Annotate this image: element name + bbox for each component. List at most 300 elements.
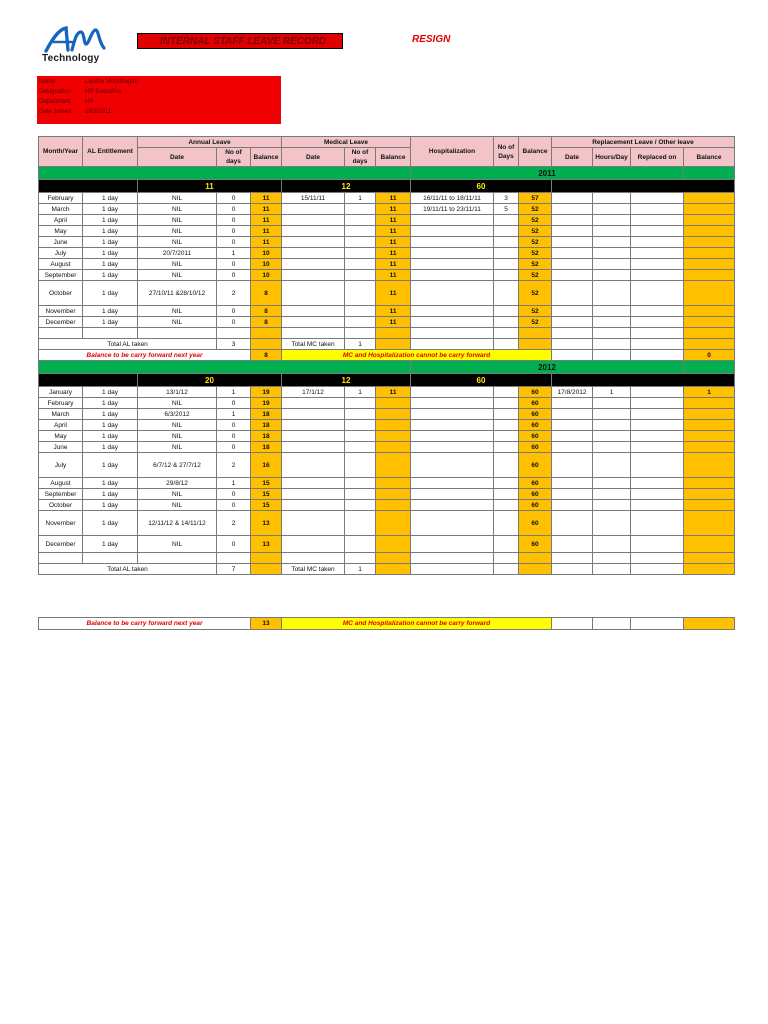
blank-cell <box>83 553 138 564</box>
al-days-cell: 0 <box>217 270 251 281</box>
table-row <box>39 478 735 489</box>
table-row <box>39 489 735 500</box>
hosp-cell <box>411 536 494 553</box>
hosp-days-cell <box>494 237 519 248</box>
mc-days-cell <box>345 259 376 270</box>
rep-hours-cell <box>593 204 631 215</box>
blank-cell <box>282 553 345 564</box>
col-rep-date: Date <box>552 148 593 167</box>
hosp-balance-cell: 52 <box>519 215 552 226</box>
rep-balance-cell <box>684 259 735 270</box>
info-label: Name <box>39 79 56 85</box>
table-row <box>39 193 735 204</box>
rep-date-cell <box>552 536 593 553</box>
mc-balance-cell <box>376 420 411 431</box>
rep-on-cell <box>631 536 684 553</box>
al-balance-cell: 8 <box>251 281 282 306</box>
mc-balance-cell: 11 <box>376 248 411 259</box>
final-carry-forward-table <box>38 617 735 630</box>
hosp-balance-cell: 52 <box>519 317 552 328</box>
blank-cell <box>494 553 519 564</box>
al-date-cell: NIL <box>138 317 217 328</box>
entitlement-cell: 1 day <box>83 387 138 398</box>
total-al-value: 3 <box>217 339 251 350</box>
al-days-cell: 0 <box>217 442 251 453</box>
year-cell-end <box>684 167 735 180</box>
mc-balance-cell <box>376 478 411 489</box>
al-entitlement-total: 11 <box>138 180 282 193</box>
rep-date-cell <box>552 398 593 409</box>
mc-date-cell <box>282 306 345 317</box>
rep-date-cell <box>552 489 593 500</box>
al-balance-cell: 8 <box>251 317 282 328</box>
mc-balance-cell: 11 <box>376 193 411 204</box>
table-row <box>39 420 735 431</box>
hosp-cell: 19/11/11 to 23/11/11 <box>411 204 494 215</box>
col-hospitalization: Hospitalization <box>411 137 494 167</box>
mc-balance-cell <box>376 431 411 442</box>
al-date-cell: NIL <box>138 259 217 270</box>
rep-date-cell <box>552 511 593 536</box>
col-mc-balance: Balance <box>376 148 411 167</box>
month-cell: December <box>39 536 83 553</box>
rep-balance-cell <box>684 237 735 248</box>
mc-date-cell <box>282 511 345 536</box>
document-title: INTERNAL STAFF LEAVE RECORD <box>137 33 343 49</box>
rep-date-cell <box>552 431 593 442</box>
rep-hours-cell <box>593 442 631 453</box>
al-days-cell: 0 <box>217 500 251 511</box>
rep-balance-cell <box>684 193 735 204</box>
rep-hours-cell <box>593 398 631 409</box>
header-row-top <box>39 137 735 148</box>
rep-balance-cell <box>684 204 735 215</box>
col-mc-days: No of days <box>345 148 376 167</box>
rep-hours-cell <box>593 259 631 270</box>
rep-on-cell <box>631 387 684 398</box>
blank-cell <box>411 328 494 339</box>
carry-forward-row <box>39 350 735 361</box>
year-label: 2011 <box>411 167 684 180</box>
mc-days-cell <box>345 478 376 489</box>
mc-hosp-note: MC and Hospitalization cannot be carry forward <box>282 350 552 361</box>
month-cell: March <box>39 409 83 420</box>
entitlement-cell: 1 day <box>83 489 138 500</box>
hosp-cell <box>411 431 494 442</box>
blank-cell <box>552 339 593 350</box>
rep-hours-cell <box>593 248 631 259</box>
mc-days-cell: 1 <box>345 193 376 204</box>
hosp-days-cell: 3 <box>494 193 519 204</box>
rep-balance-cell <box>684 409 735 420</box>
rep-on-cell <box>631 270 684 281</box>
table-row <box>39 500 735 511</box>
rep-balance-cell <box>684 215 735 226</box>
rep-balance-cell <box>684 270 735 281</box>
al-date-cell: 27/10/11 &28/10/12 <box>138 281 217 306</box>
al-days-cell: 0 <box>217 420 251 431</box>
rep-date-cell <box>552 270 593 281</box>
mc-balance-cell <box>376 500 411 511</box>
mc-date-cell <box>282 489 345 500</box>
rep-on-cell <box>631 226 684 237</box>
hosp-cell <box>411 409 494 420</box>
al-entitlement-total: 20 <box>138 374 282 387</box>
month-cell: February <box>39 398 83 409</box>
hosp-days-cell <box>494 281 519 306</box>
table-row <box>39 317 735 328</box>
entitlement-cell: 1 day <box>83 511 138 536</box>
al-days-cell: 0 <box>217 398 251 409</box>
mc-date-cell <box>282 442 345 453</box>
al-days-cell: 0 <box>217 215 251 226</box>
hosp-balance-cell: 52 <box>519 226 552 237</box>
hosp-days-cell <box>494 409 519 420</box>
header-row-sub <box>39 148 735 167</box>
hosp-balance-cell: 60 <box>519 442 552 453</box>
hosp-days-cell <box>494 306 519 317</box>
staff-info-block <box>37 76 281 124</box>
blank-cell <box>519 553 552 564</box>
rep-date-cell <box>552 500 593 511</box>
al-date-cell: NIL <box>138 270 217 281</box>
col-annual-leave: Annual Leave <box>138 137 282 148</box>
al-balance-cell: 19 <box>251 387 282 398</box>
al-days-cell: 0 <box>217 536 251 553</box>
carry-forward-rep: 0 <box>684 350 735 361</box>
rep-balance-cell <box>684 500 735 511</box>
blank-cell <box>593 618 631 630</box>
mc-date-cell <box>282 409 345 420</box>
al-balance-cell: 13 <box>251 536 282 553</box>
hosp-balance-cell: 60 <box>519 489 552 500</box>
al-date-cell: NIL <box>138 398 217 409</box>
table-row <box>39 259 735 270</box>
month-cell: October <box>39 500 83 511</box>
entitlement-cell: 1 day <box>83 409 138 420</box>
rep-hours-cell <box>593 317 631 328</box>
month-cell: September <box>39 270 83 281</box>
hosp-days-cell <box>494 259 519 270</box>
staff-info-row <box>39 77 138 87</box>
hosp-cell <box>411 489 494 500</box>
mc-days-cell <box>345 281 376 306</box>
table-row <box>39 536 735 553</box>
al-days-cell: 2 <box>217 453 251 478</box>
mc-date-cell <box>282 398 345 409</box>
rep-balance-cell <box>684 306 735 317</box>
entitlement-cell: 1 day <box>83 193 138 204</box>
hosp-cell <box>411 248 494 259</box>
month-cell: July <box>39 248 83 259</box>
mc-days-cell <box>345 536 376 553</box>
mc-date-cell <box>282 226 345 237</box>
hosp-balance-cell: 52 <box>519 281 552 306</box>
info-value: Lavitha Vinodhagan <box>85 79 138 85</box>
rep-balance-cell <box>684 489 735 500</box>
blank-cell <box>217 328 251 339</box>
mc-days-cell <box>345 398 376 409</box>
mc-days-cell <box>345 420 376 431</box>
hosp-days-cell <box>494 317 519 328</box>
month-cell: December <box>39 317 83 328</box>
blank-cell <box>39 328 83 339</box>
al-balance-cell: 16 <box>251 453 282 478</box>
blank-cell <box>593 350 631 361</box>
mc-days-cell <box>345 409 376 420</box>
mc-date-cell <box>282 536 345 553</box>
rep-hours-cell <box>593 453 631 478</box>
totals-blank-end <box>552 180 735 193</box>
al-balance-cell: 11 <box>251 237 282 248</box>
blank-cell <box>552 350 593 361</box>
rep-balance-cell <box>684 398 735 409</box>
rep-hours-cell <box>593 500 631 511</box>
mc-days-cell <box>345 431 376 442</box>
blank-cell <box>631 328 684 339</box>
mc-balance-cell <box>376 511 411 536</box>
blank-cell <box>251 339 282 350</box>
mc-days-cell <box>345 500 376 511</box>
hosp-balance-cell: 57 <box>519 193 552 204</box>
entitlement-cell: 1 day <box>83 442 138 453</box>
month-cell: April <box>39 420 83 431</box>
hosp-days-cell <box>494 420 519 431</box>
col-hosp-balance: Balance <box>519 137 552 167</box>
month-cell: June <box>39 237 83 248</box>
entitlement-cell: 1 day <box>83 226 138 237</box>
spacer-row <box>39 553 735 564</box>
final-carry-forward-row <box>39 618 735 630</box>
table-row <box>39 398 735 409</box>
blank-cell <box>519 564 552 575</box>
col-replacement-leave: Replacement Leave / Other leave <box>552 137 735 148</box>
hosp-cell <box>411 270 494 281</box>
blank-cell <box>631 618 684 630</box>
status-label: RESIGN <box>412 34 451 45</box>
rep-hours-cell <box>593 489 631 500</box>
mc-days-cell <box>345 204 376 215</box>
hosp-days-cell <box>494 478 519 489</box>
al-date-cell: 6/3/2012 <box>138 409 217 420</box>
rep-on-cell <box>631 431 684 442</box>
blank-cell <box>593 553 631 564</box>
totals-blank-end <box>552 374 735 387</box>
rep-on-cell <box>631 317 684 328</box>
entitlement-cell: 1 day <box>83 478 138 489</box>
hosp-cell <box>411 511 494 536</box>
hosp-days-cell <box>494 500 519 511</box>
carry-forward-al: 8 <box>251 350 282 361</box>
hosp-balance-cell: 60 <box>519 431 552 442</box>
entitlement-cell: 1 day <box>83 317 138 328</box>
mc-balance-cell: 11 <box>376 237 411 248</box>
table-row <box>39 409 735 420</box>
blank-cell <box>345 328 376 339</box>
al-days-cell: 0 <box>217 489 251 500</box>
hosp-cell <box>411 259 494 270</box>
col-hosp-days: No of Days <box>494 137 519 167</box>
al-days-cell: 1 <box>217 248 251 259</box>
rep-date-cell <box>552 248 593 259</box>
col-al-balance: Balance <box>251 148 282 167</box>
al-date-cell: 29/8/12 <box>138 478 217 489</box>
al-days-cell: 2 <box>217 281 251 306</box>
rep-balance-cell <box>684 248 735 259</box>
rep-on-cell <box>631 398 684 409</box>
al-balance-cell: 18 <box>251 409 282 420</box>
blank-cell <box>345 553 376 564</box>
al-date-cell: NIL <box>138 215 217 226</box>
al-date-cell: NIL <box>138 442 217 453</box>
rep-on-cell <box>631 237 684 248</box>
leave-record-table <box>38 136 735 575</box>
mc-days-cell <box>345 317 376 328</box>
entitlement-cell: 1 day <box>83 536 138 553</box>
total-mc-value: 1 <box>345 339 376 350</box>
company-logo <box>42 26 114 68</box>
mc-balance-cell <box>376 409 411 420</box>
rep-date-cell <box>552 281 593 306</box>
entitlement-cell: 1 day <box>83 398 138 409</box>
info-value: HR <box>85 99 94 105</box>
rep-hours-cell <box>593 420 631 431</box>
col-rep-replaced-on: Replaced on <box>631 148 684 167</box>
mc-balance-cell: 11 <box>376 270 411 281</box>
mc-date-cell <box>282 270 345 281</box>
al-date-cell: NIL <box>138 431 217 442</box>
rep-on-cell <box>631 442 684 453</box>
al-balance-cell: 15 <box>251 489 282 500</box>
blank-cell <box>282 328 345 339</box>
blank-cell <box>376 553 411 564</box>
blank-cell <box>376 564 411 575</box>
blank-cell <box>684 339 735 350</box>
al-date-cell: NIL <box>138 306 217 317</box>
mc-entitlement-total: 12 <box>282 374 411 387</box>
totals-row <box>39 180 735 193</box>
rep-balance-cell <box>684 226 735 237</box>
month-cell: November <box>39 511 83 536</box>
hosp-days-cell <box>494 511 519 536</box>
rep-balance-cell <box>684 536 735 553</box>
al-balance-cell: 10 <box>251 248 282 259</box>
rep-hours-cell <box>593 270 631 281</box>
mc-days-cell <box>345 237 376 248</box>
rep-hours-cell <box>593 306 631 317</box>
hosp-cell <box>411 281 494 306</box>
rep-hours-cell <box>593 409 631 420</box>
col-al-entitlement: AL Entitlement <box>83 137 138 167</box>
rep-hours-cell <box>593 536 631 553</box>
hosp-days-cell <box>494 536 519 553</box>
al-days-cell: 2 <box>217 511 251 536</box>
hosp-days-cell <box>494 489 519 500</box>
blank-cell <box>411 553 494 564</box>
info-label: Department <box>39 99 71 105</box>
hosp-balance-cell: 60 <box>519 398 552 409</box>
col-rep-balance: Balance <box>684 148 735 167</box>
month-cell: April <box>39 215 83 226</box>
blank-cell <box>684 553 735 564</box>
col-medical-leave: Medical Leave <box>282 137 411 148</box>
hosp-balance-cell: 60 <box>519 500 552 511</box>
hosp-balance-cell: 60 <box>519 536 552 553</box>
mc-balance-cell: 11 <box>376 387 411 398</box>
al-days-cell: 0 <box>217 259 251 270</box>
rep-date-cell <box>552 478 593 489</box>
rep-date-cell <box>552 237 593 248</box>
table-row <box>39 248 735 259</box>
rep-on-cell <box>631 306 684 317</box>
table-row <box>39 453 735 478</box>
mc-balance-cell <box>376 489 411 500</box>
blank-cell <box>251 553 282 564</box>
hosp-balance-cell: 52 <box>519 306 552 317</box>
rep-date-cell <box>552 204 593 215</box>
al-date-cell: NIL <box>138 226 217 237</box>
entitlement-cell: 1 day <box>83 204 138 215</box>
al-balance-cell: 15 <box>251 478 282 489</box>
al-days-cell: 0 <box>217 431 251 442</box>
rep-balance-cell <box>684 281 735 306</box>
mc-days-cell <box>345 306 376 317</box>
total-taken-row <box>39 339 735 350</box>
blank-cell <box>494 564 519 575</box>
blank-cell <box>376 328 411 339</box>
blank-cell <box>251 564 282 575</box>
blank-cell <box>552 564 593 575</box>
mc-balance-cell: 11 <box>376 281 411 306</box>
blank-cell <box>217 553 251 564</box>
carry-forward-label: Balance to be carry forward next year <box>39 350 251 361</box>
blank-cell <box>251 328 282 339</box>
blank-cell <box>411 564 494 575</box>
year-cell-end <box>684 361 735 374</box>
blank-cell <box>593 328 631 339</box>
blank-cell <box>552 328 593 339</box>
blank-cell <box>631 553 684 564</box>
al-date-cell: NIL <box>138 420 217 431</box>
entitlement-cell: 1 day <box>83 420 138 431</box>
rep-date-cell <box>552 420 593 431</box>
al-days-cell: 0 <box>217 204 251 215</box>
rep-hours-cell <box>593 281 631 306</box>
mc-balance-cell <box>376 536 411 553</box>
table-row <box>39 226 735 237</box>
rep-balance-cell <box>684 478 735 489</box>
entitlement-cell: 1 day <box>83 248 138 259</box>
col-al-date: Date <box>138 148 217 167</box>
month-cell: January <box>39 387 83 398</box>
total-al-label: Total AL taken <box>39 564 217 575</box>
hosp-balance-cell: 52 <box>519 270 552 281</box>
mc-date-cell <box>282 204 345 215</box>
hosp-cell <box>411 398 494 409</box>
staff-info-row <box>39 87 121 97</box>
rep-hours-cell <box>593 511 631 536</box>
mc-date-cell <box>282 215 345 226</box>
mc-entitlement-total: 12 <box>282 180 411 193</box>
year-cell-blank <box>39 361 411 374</box>
rep-date-cell <box>552 226 593 237</box>
blank-cell <box>593 564 631 575</box>
blank-cell <box>376 339 411 350</box>
entitlement-cell: 1 day <box>83 281 138 306</box>
mc-date-cell <box>282 281 345 306</box>
al-date-cell: NIL <box>138 204 217 215</box>
mc-date-cell <box>282 259 345 270</box>
